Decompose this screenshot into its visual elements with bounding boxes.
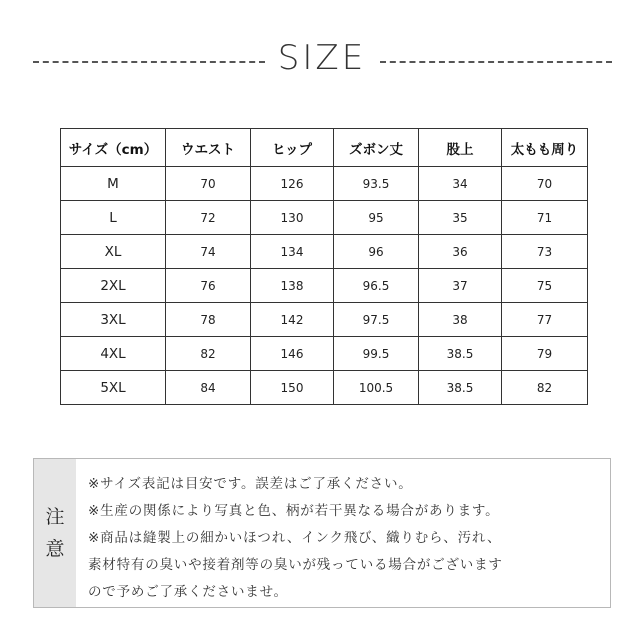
notice-text	[88, 471, 604, 606]
cell-hip: 126	[251, 167, 334, 201]
notice-line: ので予めご了承くださいませ。	[88, 584, 288, 600]
cell-rise: 38	[419, 303, 502, 337]
cell-waist: 70	[166, 167, 251, 201]
cell-waist: 74	[166, 235, 251, 269]
cell-hip: 134	[251, 235, 334, 269]
page-title: SIZE	[277, 38, 367, 78]
cell-thigh: 73	[502, 235, 588, 269]
notice-label	[34, 459, 76, 607]
title-dash-right	[380, 61, 612, 63]
cell-size: M	[61, 167, 166, 201]
notice-label-char: 意	[45, 538, 65, 560]
notice-line: ※サイズ表記は目安です。誤差はご了承ください。	[88, 476, 413, 492]
table-row	[61, 269, 588, 303]
cell-thigh: 70	[502, 167, 588, 201]
cell-size: L	[61, 201, 166, 235]
table-header-row	[61, 129, 588, 167]
notice-line: ※商品は縫製上の細かいほつれ、インク飛び、織りむら、汚れ、	[88, 530, 502, 546]
header-waist: ウエスト	[166, 129, 251, 167]
cell-hip: 130	[251, 201, 334, 235]
cell-waist: 76	[166, 269, 251, 303]
cell-hip: 150	[251, 371, 334, 405]
cell-thigh: 71	[502, 201, 588, 235]
cell-hip: 142	[251, 303, 334, 337]
cell-thigh: 79	[502, 337, 588, 371]
cell-thigh: 75	[502, 269, 588, 303]
cell-length: 99.5	[334, 337, 419, 371]
notice-line: ※生産の関係により写真と色、柄が若干異なる場合があります。	[88, 503, 500, 519]
cell-length: 96.5	[334, 269, 419, 303]
cell-size: 2XL	[61, 269, 166, 303]
header-length: ズボン丈	[334, 129, 419, 167]
cell-waist: 78	[166, 303, 251, 337]
cell-rise: 34	[419, 167, 502, 201]
cell-waist: 72	[166, 201, 251, 235]
cell-rise: 37	[419, 269, 502, 303]
table-row	[61, 167, 588, 201]
cell-length: 100.5	[334, 371, 419, 405]
cell-length: 97.5	[334, 303, 419, 337]
cell-size: 3XL	[61, 303, 166, 337]
table-row	[61, 201, 588, 235]
title-row	[0, 36, 640, 86]
header-size: サイズ（cm）	[61, 129, 166, 167]
header-hip: ヒップ	[251, 129, 334, 167]
cell-rise: 36	[419, 235, 502, 269]
cell-thigh: 82	[502, 371, 588, 405]
cell-rise: 38.5	[419, 371, 502, 405]
cell-waist: 82	[166, 337, 251, 371]
cell-length: 95	[334, 201, 419, 235]
cell-size: XL	[61, 235, 166, 269]
cell-size: 5XL	[61, 371, 166, 405]
cell-rise: 38.5	[419, 337, 502, 371]
cell-length: 93.5	[334, 167, 419, 201]
cell-hip: 138	[251, 269, 334, 303]
header-thigh: 太もも周り	[502, 129, 588, 167]
notice-line: 素材特有の臭いや接着剤等の臭いが残っている場合がございます	[88, 557, 503, 573]
notice-label-char: 注	[45, 506, 65, 528]
table-row	[61, 235, 588, 269]
cell-size: 4XL	[61, 337, 166, 371]
table-row	[61, 303, 588, 337]
table-row	[61, 371, 588, 405]
size-table	[60, 128, 588, 405]
cell-hip: 146	[251, 337, 334, 371]
cell-length: 96	[334, 235, 419, 269]
cell-waist: 84	[166, 371, 251, 405]
notice-box	[33, 458, 611, 608]
cell-rise: 35	[419, 201, 502, 235]
cell-thigh: 77	[502, 303, 588, 337]
title-dash-left	[33, 61, 265, 63]
table-row	[61, 337, 588, 371]
header-rise: 股上	[419, 129, 502, 167]
